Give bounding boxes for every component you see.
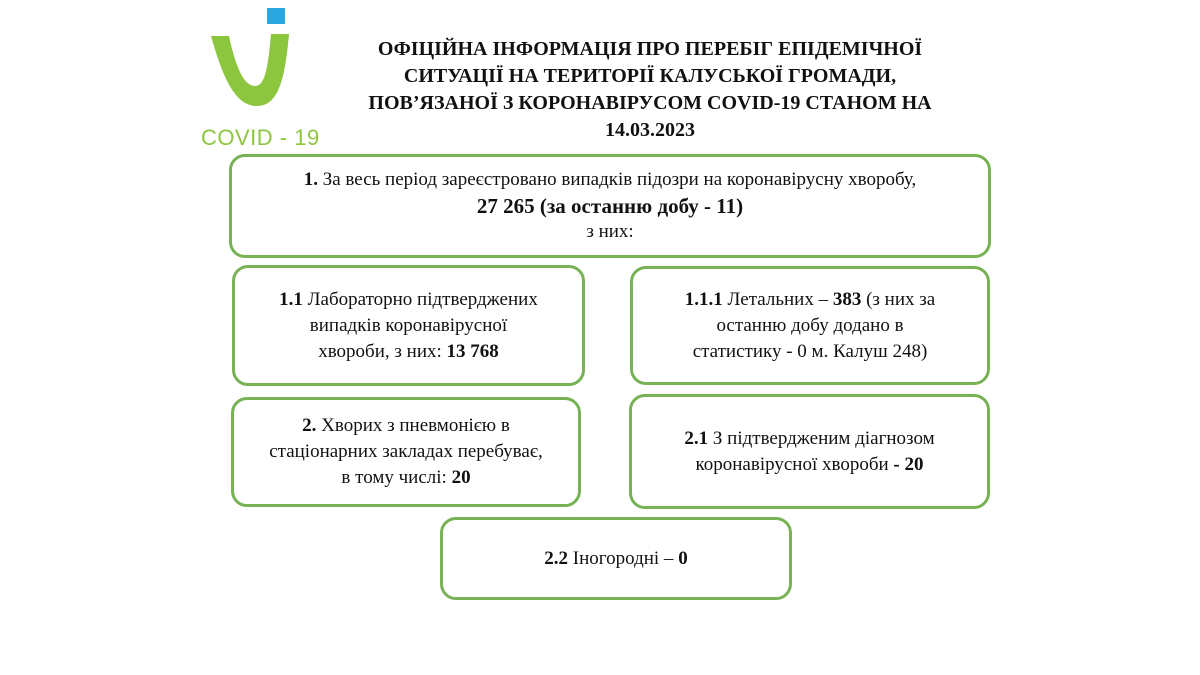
lethal-box [630,266,990,385]
item-subtext: з них: [586,221,634,242]
item-value: 383 [832,288,862,310]
item-value: 0 [678,547,688,569]
item-text: випадків коронавірусної [309,314,508,336]
nonresident-box [440,517,792,600]
item-text: останню добу додано в [716,314,904,336]
item-number: 2.2 [544,547,569,569]
item-text: стаціонарних закладах перебуває, [269,441,543,462]
item-value: 20 [451,467,471,488]
item-text: За весь період зареєстровано випадків підозри на коронавірусну хворобу, [317,169,917,190]
total-suspected-box [229,154,991,258]
item-text: статистику - 0 м. Калуш 248) [692,340,928,362]
title-date: 14.03.2023 [605,119,695,141]
title-line: ОФІЦІЙНА ІНФОРМАЦІЯ ПРО ПЕРЕБІГ ЕПІДЕМІЧНОЇ [377,38,923,60]
title-line: СИТУАЦІЇ НА ТЕРИТОРІЇ КАЛУСЬКОЇ ГРОМАДИ, [403,65,897,87]
item-value: - 20 [893,453,924,475]
logo-text: COVID - 19 [201,125,320,150]
total-value: 27 265 (за останню добу - 11) [476,194,744,218]
item-text: коронавірусної хвороби [695,453,894,475]
item-text: в тому числі: [341,467,452,488]
confirmed-diagnosis-box [629,394,990,509]
item-text: Летальних – [722,288,833,310]
item-value: 13 768 [446,340,499,362]
item-text: (з них за [861,288,936,310]
item-number: 1.1.1 [684,288,723,310]
item-text: Хворих з пневмонією в [316,415,510,436]
pneumonia-box [231,397,581,507]
covid-v-logo-icon [205,8,315,118]
title-line: ПОВ’ЯЗАНОЇ З КОРОНАВІРУСОМ COVID-19 СТАНОМ НА [368,92,932,114]
item-text: хвороби, з них: [318,340,447,362]
item-text: З підтвердженим діагнозом [708,427,935,449]
page-title [320,36,980,144]
covid-logo [195,8,325,148]
item-text: Іногородні – [568,547,679,569]
item-number: 2.1 [684,427,709,449]
lab-confirmed-box [232,265,585,386]
item-number: 2. [302,415,317,436]
item-text: Лабораторно підтверджених [302,288,538,310]
item-number: 1.1 [279,288,303,310]
item-number: 1. [303,169,318,190]
